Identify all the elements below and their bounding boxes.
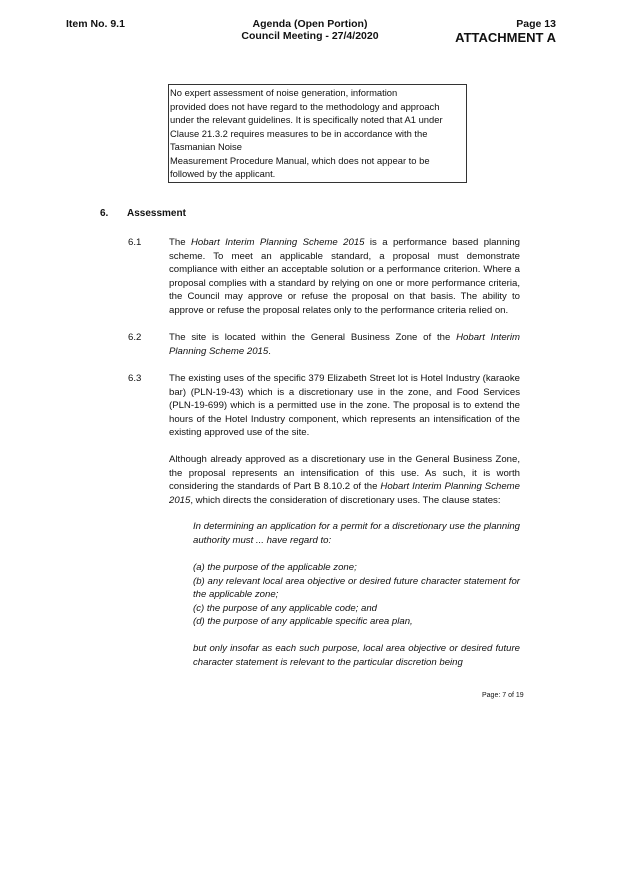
box-line: Tasmanian Noise [170,141,242,152]
box-line: Clause 21.3.2 requires measures to be in accordance with the [170,127,428,139]
paragraph-text: The existing uses of the specific 379 Elizabeth Street lot is Hotel Industry (karaoke bar) (PLN-19-43) which is a discretionary use in the zone, and Food Services (PLN-19-699) which is a permitted use in the zone. The proposal is to extend the hours of the Hotel Industry component, which represents an intensification of the existing approved use of the site. [169,373,520,439]
quote-item-b: (b) any relevant local area objective or desired future character statement for the applicable zone; [193,575,520,601]
paragraph-number: 6.3 [128,373,142,384]
box-line: under the relevant guidelines. It is specifically noted that A1 under [170,114,443,125]
paragraph-text: The site is located within the General Business Zone of the Hobart Interim Planning Scheme 2015. [169,332,520,357]
paragraph-number: 6.1 [128,237,142,248]
quote-item-c: (c) the purpose of any applicable code; and [193,602,378,614]
paragraph-6-2 [128,331,520,358]
header-page-info [455,18,556,45]
paragraph-6-1 [128,236,520,318]
header-item-number: Item No. 9.1 [66,18,125,30]
paragraph-text: The Hobart Interim Planning Scheme 2015 is a performance based planning scheme. To meet an applicable standard, a proposal must demonstrate compliance with either an acceptable solution or a performance criterion. Where a proposal complies with a standard by relying on one or more performance criteria, the Council may approve or refuse the proposal on that basis. The ability to approve or refuse the proposal relates only to the performance criteria relied on. [169,237,520,316]
header-agenda-title: Agenda (Open Portion) [252,18,368,30]
box-line: Measurement Procedure Manual, which does not appear to be [170,154,430,166]
box-line: No expert assessment of noise generation, information [170,87,398,98]
box-line: followed by the applicant. [170,168,276,179]
header-meeting-date: Council Meeting - 27/4/2020 [241,30,379,42]
quote-tail: but only insofar as each such purpose, local area objective or desired future character statement is relevant to the particular discretion being [193,643,520,668]
header-attachment: ATTACHMENT A [455,30,556,45]
page-footer: Page: 7 of 19 [482,692,524,699]
header-agenda [200,18,420,42]
quote-intro: In determining an application for a permit for a discretionary use the planning authority must ... have regard to: [193,521,520,546]
paragraph-6-3-continued: Although already approved as a discretionary use in the General Business Zone, the proposal represents an intensification of this use. As such, it is worth considering the standards of Part B 8.10.2 of the Hobart Interim Planning Scheme 2015, which directs the consideration of discretionary uses. The clause states: [169,454,520,506]
quote-list [193,561,520,629]
section-heading [100,208,186,219]
quote-item-a: (a) the purpose of the applicable zone; [193,562,357,573]
section-number: 6. [100,208,109,219]
paragraph-6-3 [128,372,520,440]
section-title: Assessment [127,208,186,219]
paragraph-number: 6.2 [128,332,142,343]
submission-box [168,84,467,183]
quote-item-d: (d) the purpose of any applicable specific area plan, [193,616,413,628]
header-page-number: Page 13 [516,18,556,30]
box-line: provided does not have regard to the methodology and approach [170,100,440,112]
